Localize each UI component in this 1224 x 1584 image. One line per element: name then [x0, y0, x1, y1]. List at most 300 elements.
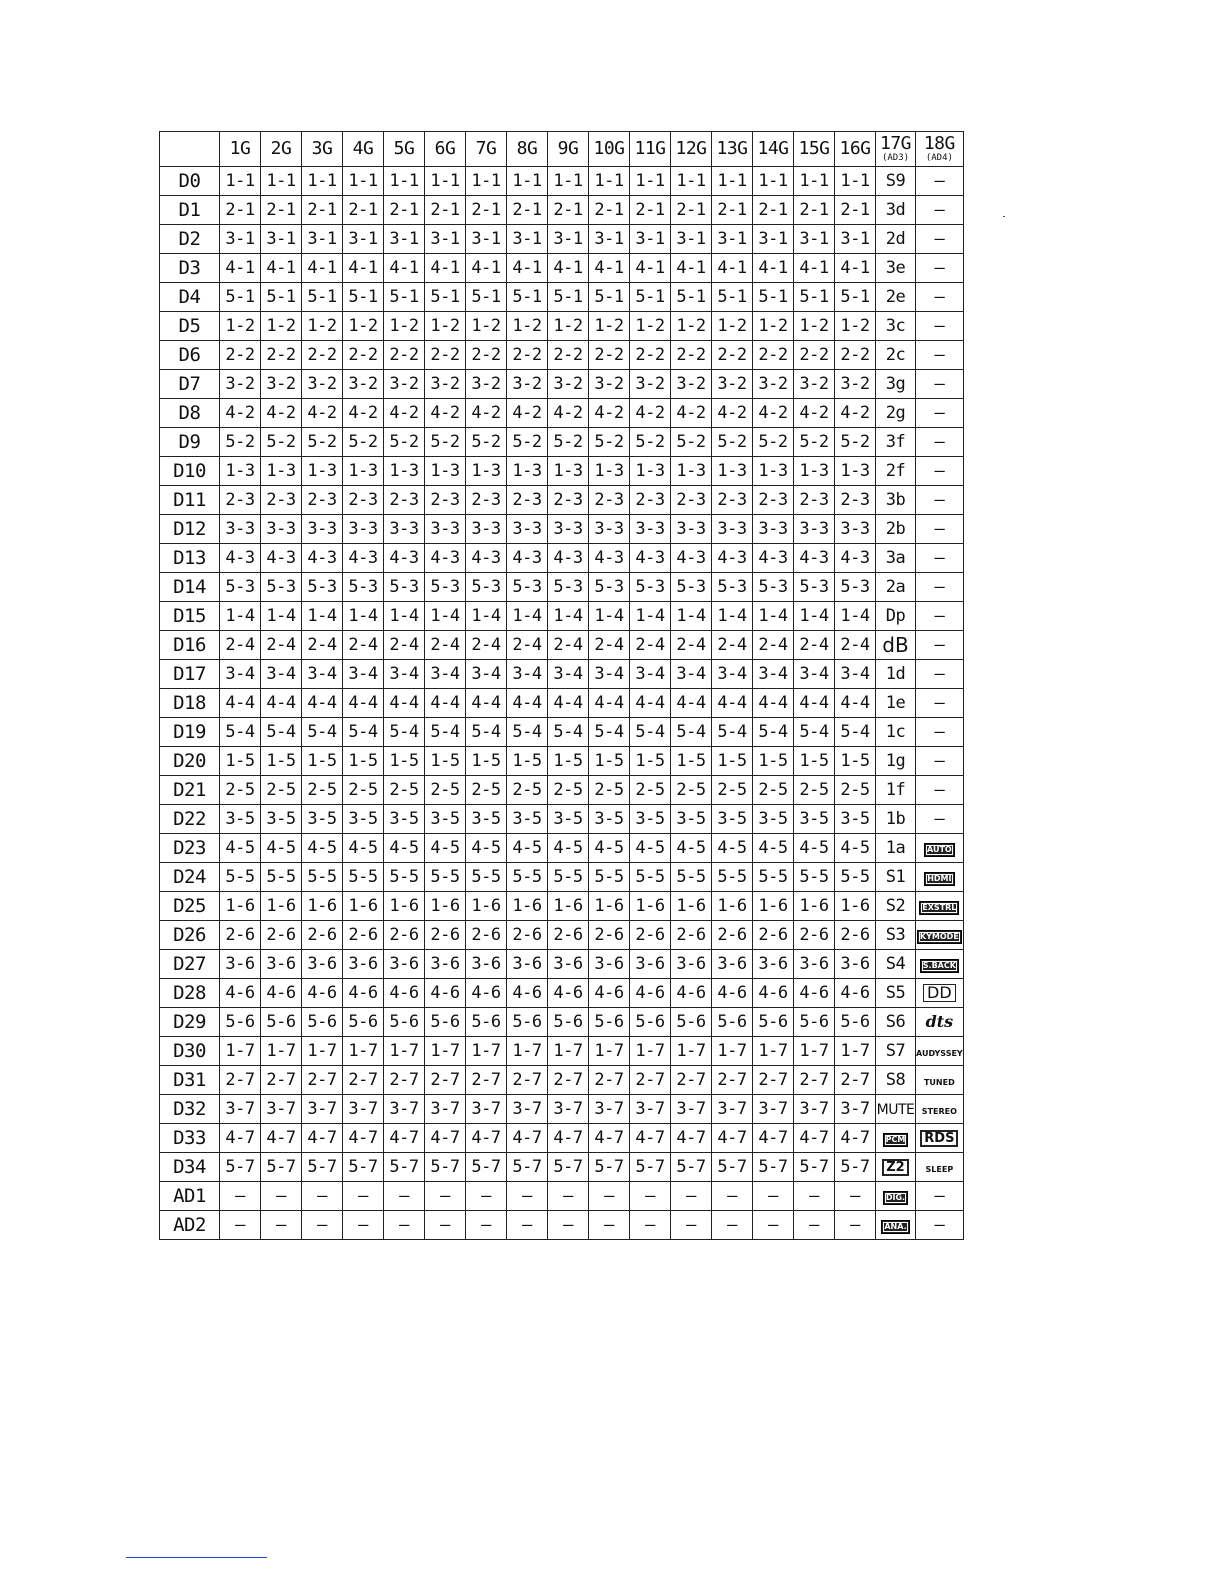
grid-cell: 1-2	[548, 312, 589, 341]
grid-cell: 5-6	[302, 1008, 343, 1037]
grid-cell: 5-1	[466, 283, 507, 312]
grid-cell: 5-5	[794, 863, 835, 892]
indicator-dts-icon: dts	[925, 1011, 954, 1031]
table-row	[160, 283, 964, 312]
grid-cell: 5-6	[589, 1008, 630, 1037]
grid-cell: 5-3	[630, 573, 671, 602]
table-row	[160, 1008, 964, 1037]
grid-cell: 4-2	[384, 399, 425, 428]
grid-cell: 3-2	[220, 370, 261, 399]
grid-cell: 3-4	[466, 660, 507, 689]
grid-cell: 5-7	[589, 1153, 630, 1182]
grid-cell: 3-4	[589, 660, 630, 689]
grid-cell: 3-3	[261, 515, 302, 544]
row-label: D3	[160, 254, 220, 283]
grid-cell: 5-7	[794, 1153, 835, 1182]
grid-cell: 5-2	[794, 428, 835, 457]
column-header: 12G	[671, 132, 712, 167]
col18-cell: –	[916, 718, 964, 747]
grid-cell: 3-2	[548, 370, 589, 399]
col17-cell: 1d	[876, 660, 916, 689]
grid-cell: 2-7	[712, 1066, 753, 1095]
grid-cell: 5-1	[794, 283, 835, 312]
grid-cell: 3-1	[835, 225, 876, 254]
grid-cell: 4-3	[835, 544, 876, 573]
table-row	[160, 892, 964, 921]
grid-cell: 1-4	[630, 602, 671, 631]
column-header: 2G	[261, 132, 302, 167]
grid-cell: 1-7	[548, 1037, 589, 1066]
table-row	[160, 457, 964, 486]
grid-cell: 2-1	[630, 196, 671, 225]
grid-cell: 1-2	[835, 312, 876, 341]
grid-cell: 4-1	[220, 254, 261, 283]
grid-cell: 1-1	[302, 167, 343, 196]
grid-cell: 3-3	[466, 515, 507, 544]
grid-cell: 3-2	[589, 370, 630, 399]
grid-cell: 5-5	[589, 863, 630, 892]
grid-cell: 2-3	[630, 486, 671, 515]
column-header: 11G	[630, 132, 671, 167]
grid-cell: 4-1	[343, 254, 384, 283]
grid-cell: 3-2	[671, 370, 712, 399]
grid-cell: 4-6	[671, 979, 712, 1008]
grid-cell: –	[548, 1211, 589, 1240]
grid-cell: 4-2	[343, 399, 384, 428]
grid-cell: 5-3	[425, 573, 466, 602]
grid-cell: 4-3	[753, 544, 794, 573]
grid-cell: 4-3	[466, 544, 507, 573]
grid-cell: 4-3	[507, 544, 548, 573]
grid-cell: 3-1	[589, 225, 630, 254]
grid-cell: 4-4	[507, 689, 548, 718]
grid-cell: 1-2	[507, 312, 548, 341]
grid-cell: –	[630, 1182, 671, 1211]
grid-cell: 5-2	[507, 428, 548, 457]
grid-cell: 3-3	[794, 515, 835, 544]
grid-cell: 4-6	[548, 979, 589, 1008]
row-label: D14	[160, 573, 220, 602]
grid-cell: 4-7	[712, 1124, 753, 1153]
grid-cell: 5-7	[671, 1153, 712, 1182]
grid-cell: 3-1	[384, 225, 425, 254]
col18-cell: –	[916, 370, 964, 399]
grid-cell: 5-2	[835, 428, 876, 457]
grid-cell: 1-6	[343, 892, 384, 921]
grid-cell: 2-6	[712, 921, 753, 950]
grid-cell: 1-5	[343, 747, 384, 776]
indicator-exstrl-icon: EXSTRL	[919, 901, 959, 915]
grid-cell: 3-4	[671, 660, 712, 689]
grid-cell: 4-3	[343, 544, 384, 573]
grid-cell: 1-4	[302, 602, 343, 631]
grid-cell: 4-5	[548, 834, 589, 863]
grid-cell: 1-4	[507, 602, 548, 631]
grid-cell: 4-7	[794, 1124, 835, 1153]
grid-cell: 1-7	[507, 1037, 548, 1066]
column-header-sub: (AD3)	[881, 153, 910, 163]
grid-cell: 2-2	[548, 341, 589, 370]
row-label: D24	[160, 863, 220, 892]
column-header: 5G	[384, 132, 425, 167]
grid-cell: 4-2	[261, 399, 302, 428]
col17-cell: S6	[876, 1008, 916, 1037]
row-label: D34	[160, 1153, 220, 1182]
grid-cell: 2-4	[425, 631, 466, 660]
row-label: D8	[160, 399, 220, 428]
grid-cell: 2-4	[589, 631, 630, 660]
grid-cell: 1-5	[302, 747, 343, 776]
grid-cell: 2-2	[220, 341, 261, 370]
grid-cell: 4-2	[712, 399, 753, 428]
row-label: D1	[160, 196, 220, 225]
column-header-label: 18G	[923, 133, 955, 154]
indicator-db-icon: dB	[882, 632, 909, 657]
grid-cell: 3-6	[548, 950, 589, 979]
indicator-pcm-icon: PCM	[883, 1133, 909, 1147]
grid-cell: 1-3	[343, 457, 384, 486]
grid-cell: 4-4	[589, 689, 630, 718]
table-row	[160, 660, 964, 689]
table-row	[160, 921, 964, 950]
grid-cell: 3-3	[548, 515, 589, 544]
grid-cell: 4-5	[343, 834, 384, 863]
col17-cell: 3f	[876, 428, 916, 457]
grid-cell: 3-1	[630, 225, 671, 254]
grid-cell: 5-6	[753, 1008, 794, 1037]
grid-cell: 1-6	[712, 892, 753, 921]
grid-cell: 4-7	[753, 1124, 794, 1153]
grid-cell: 4-2	[466, 399, 507, 428]
grid-cell: 4-2	[425, 399, 466, 428]
grid-cell: 5-5	[220, 863, 261, 892]
grid-cell: 2-3	[548, 486, 589, 515]
grid-cell: 2-6	[343, 921, 384, 950]
grid-cell: 1-3	[466, 457, 507, 486]
col18-cell	[916, 979, 964, 1008]
grid-cell: 5-4	[384, 718, 425, 747]
grid-cell: 5-5	[343, 863, 384, 892]
table-row	[160, 1066, 964, 1095]
grid-cell: 5-5	[302, 863, 343, 892]
col17-cell: S2	[876, 892, 916, 921]
grid-cell: 5-6	[507, 1008, 548, 1037]
grid-cell: 4-4	[425, 689, 466, 718]
grid-cell: 1-3	[261, 457, 302, 486]
grid-cell: 4-5	[220, 834, 261, 863]
grid-cell: 5-6	[261, 1008, 302, 1037]
grid-cell: 2-5	[384, 776, 425, 805]
grid-cell: 1-3	[507, 457, 548, 486]
grid-cell: 5-1	[589, 283, 630, 312]
grid-cell: 5-4	[261, 718, 302, 747]
grid-cell: 2-6	[261, 921, 302, 950]
grid-cell: 2-6	[753, 921, 794, 950]
grid-cell: 3-4	[835, 660, 876, 689]
grid-cell: 2-7	[220, 1066, 261, 1095]
grid-cell: 3-2	[507, 370, 548, 399]
row-label: D4	[160, 283, 220, 312]
grid-cell: 4-5	[466, 834, 507, 863]
table-row	[160, 805, 964, 834]
row-label: D17	[160, 660, 220, 689]
grid-cell: 5-4	[712, 718, 753, 747]
grid-cell: 2-3	[753, 486, 794, 515]
grid-cell: 4-5	[589, 834, 630, 863]
grid-cell: 5-7	[466, 1153, 507, 1182]
grid-cell: 4-5	[712, 834, 753, 863]
grid-cell: 5-5	[753, 863, 794, 892]
grid-cell: 2-4	[794, 631, 835, 660]
col18-cell	[916, 863, 964, 892]
grid-cell: 3-5	[630, 805, 671, 834]
col18-cell: –	[916, 689, 964, 718]
indicator-dig--icon: DIG.	[883, 1191, 908, 1205]
grid-cell: 2-3	[343, 486, 384, 515]
col17-cell: S4	[876, 950, 916, 979]
grid-cell: –	[425, 1182, 466, 1211]
grid-cell: –	[343, 1211, 384, 1240]
grid-cell: –	[712, 1211, 753, 1240]
grid-cell: 4-7	[425, 1124, 466, 1153]
grid-cell: 3-7	[302, 1095, 343, 1124]
grid-cell: 3-1	[261, 225, 302, 254]
grid-cell: 4-7	[261, 1124, 302, 1153]
grid-cell: 2-3	[302, 486, 343, 515]
grid-cell: 1-3	[671, 457, 712, 486]
grid-cell: 5-1	[835, 283, 876, 312]
grid-cell: –	[589, 1211, 630, 1240]
grid-cell: 3-5	[794, 805, 835, 834]
grid-cell: 1-3	[384, 457, 425, 486]
grid-cell: 3-6	[712, 950, 753, 979]
grid-cell: 2-5	[671, 776, 712, 805]
grid-cell: 1-1	[261, 167, 302, 196]
grid-cell: 3-6	[384, 950, 425, 979]
col18-cell: –	[916, 573, 964, 602]
grid-cell: 2-1	[589, 196, 630, 225]
table-row	[160, 631, 964, 660]
row-label: D19	[160, 718, 220, 747]
grid-cell: 2-4	[548, 631, 589, 660]
grid-cell: 2-5	[466, 776, 507, 805]
col17-cell: 3e	[876, 254, 916, 283]
grid-cell: 3-5	[835, 805, 876, 834]
grid-cell: 3-3	[425, 515, 466, 544]
grid-cell: 3-4	[548, 660, 589, 689]
row-label: D18	[160, 689, 220, 718]
grid-cell: 3-7	[507, 1095, 548, 1124]
grid-cell: 3-7	[589, 1095, 630, 1124]
col17-cell: 3b	[876, 486, 916, 515]
grid-cell: 4-5	[671, 834, 712, 863]
grid-cell: 5-4	[794, 718, 835, 747]
grid-cell: 2-5	[589, 776, 630, 805]
grid-cell: 1-4	[384, 602, 425, 631]
grid-cell: 2-6	[507, 921, 548, 950]
grid-cell: 4-1	[507, 254, 548, 283]
grid-cell: 5-2	[671, 428, 712, 457]
grid-cell: 5-7	[261, 1153, 302, 1182]
grid-cell: 2-4	[671, 631, 712, 660]
grid-cell: 3-7	[425, 1095, 466, 1124]
row-label: D0	[160, 167, 220, 196]
grid-cell: 2-7	[261, 1066, 302, 1095]
grid-cell: 5-6	[220, 1008, 261, 1037]
grid-cell: 2-6	[302, 921, 343, 950]
grid-cell: 5-6	[712, 1008, 753, 1037]
grid-cell: 5-3	[548, 573, 589, 602]
grid-cell: 3-6	[589, 950, 630, 979]
grid-cell: 5-1	[343, 283, 384, 312]
grid-cell: 1-2	[671, 312, 712, 341]
grid-cell: 2-5	[712, 776, 753, 805]
row-label: D30	[160, 1037, 220, 1066]
grid-cell: 1-2	[753, 312, 794, 341]
grid-cell: 1-6	[261, 892, 302, 921]
grid-cell: 3-5	[302, 805, 343, 834]
grid-cell: 4-5	[507, 834, 548, 863]
grid-cell: 4-1	[548, 254, 589, 283]
table-row	[160, 689, 964, 718]
grid-cell: 3-7	[794, 1095, 835, 1124]
grid-cell: 4-3	[712, 544, 753, 573]
grid-cell: 1-5	[466, 747, 507, 776]
grid-cell: 2-3	[384, 486, 425, 515]
grid-cell: 1-6	[671, 892, 712, 921]
grid-cell: 1-7	[220, 1037, 261, 1066]
grid-cell: 3-6	[261, 950, 302, 979]
row-label: D5	[160, 312, 220, 341]
grid-cell: 5-7	[630, 1153, 671, 1182]
column-header: 13G	[712, 132, 753, 167]
grid-cell: 2-4	[835, 631, 876, 660]
row-label: D26	[160, 921, 220, 950]
grid-cell: 5-3	[794, 573, 835, 602]
indicator-dd-icon: DD	[923, 984, 956, 1002]
grid-cell: 3-2	[302, 370, 343, 399]
table-row	[160, 544, 964, 573]
grid-cell: 1-6	[630, 892, 671, 921]
col18-cell: –	[916, 602, 964, 631]
grid-cell: 4-1	[753, 254, 794, 283]
col18-cell: –	[916, 515, 964, 544]
column-header: 16G	[835, 132, 876, 167]
grid-cell: 1-7	[794, 1037, 835, 1066]
table-row	[160, 254, 964, 283]
grid-cell: 4-1	[384, 254, 425, 283]
grid-cell: 1-4	[261, 602, 302, 631]
grid-cell: 5-4	[589, 718, 630, 747]
row-label: D16	[160, 631, 220, 660]
grid-cell: 2-1	[384, 196, 425, 225]
grid-cell: 3-1	[671, 225, 712, 254]
grid-cell: 5-2	[384, 428, 425, 457]
grid-cell: –	[261, 1182, 302, 1211]
grid-cell: 1-4	[425, 602, 466, 631]
grid-cell: 1-5	[589, 747, 630, 776]
grid-cell: 2-1	[835, 196, 876, 225]
row-label: D23	[160, 834, 220, 863]
column-header: 9G	[548, 132, 589, 167]
grid-cell: 4-3	[589, 544, 630, 573]
col18-cell: –	[916, 225, 964, 254]
grid-cell: 4-7	[671, 1124, 712, 1153]
column-header: 6G	[425, 132, 466, 167]
col17-cell	[876, 631, 916, 660]
grid-cell: 4-7	[548, 1124, 589, 1153]
row-label: AD2	[160, 1211, 220, 1240]
grid-cell: 2-2	[507, 341, 548, 370]
grid-cell: 5-7	[343, 1153, 384, 1182]
grid-cell: 1-4	[794, 602, 835, 631]
grid-cell: 2-2	[753, 341, 794, 370]
grid-cell: 5-6	[548, 1008, 589, 1037]
row-label: D9	[160, 428, 220, 457]
grid-cell: 3-6	[343, 950, 384, 979]
grid-cell: 4-2	[794, 399, 835, 428]
grid-cell: 5-6	[343, 1008, 384, 1037]
column-header	[876, 132, 916, 167]
grid-cell: 1-1	[548, 167, 589, 196]
col18-cell: –	[916, 196, 964, 225]
grid-cell: 4-1	[261, 254, 302, 283]
grid-cell: 1-2	[794, 312, 835, 341]
grid-cell: 1-5	[548, 747, 589, 776]
grid-cell: 2-3	[507, 486, 548, 515]
grid-cell: 3-1	[507, 225, 548, 254]
grid-cell: 3-5	[753, 805, 794, 834]
grid-cell: 3-2	[794, 370, 835, 399]
grid-cell: 1-1	[671, 167, 712, 196]
grid-cell: 2-4	[712, 631, 753, 660]
col17-cell: 3d	[876, 196, 916, 225]
grid-cell: 3-5	[548, 805, 589, 834]
grid-cell: 5-6	[466, 1008, 507, 1037]
grid-cell: 5-1	[712, 283, 753, 312]
grid-cell: 1-7	[302, 1037, 343, 1066]
col18-cell: –	[916, 544, 964, 573]
grid-cell: 3-1	[425, 225, 466, 254]
grid-cell: 5-4	[753, 718, 794, 747]
grid-cell: 2-2	[466, 341, 507, 370]
grid-cell: 1-1	[753, 167, 794, 196]
grid-cell: 1-1	[794, 167, 835, 196]
table-row	[160, 167, 964, 196]
col18-cell: –	[916, 747, 964, 776]
grid-cell: 5-3	[835, 573, 876, 602]
grid-cell: 2-7	[425, 1066, 466, 1095]
grid-cell: 1-2	[302, 312, 343, 341]
grid-cell: 4-4	[466, 689, 507, 718]
grid-cell: 1-7	[466, 1037, 507, 1066]
col17-cell: S7	[876, 1037, 916, 1066]
row-label: D32	[160, 1095, 220, 1124]
table-row	[160, 747, 964, 776]
grid-cell: 2-7	[835, 1066, 876, 1095]
table-row	[160, 1037, 964, 1066]
grid-cell: 4-4	[261, 689, 302, 718]
grid-cell: 3-4	[712, 660, 753, 689]
grid-cell: –	[384, 1182, 425, 1211]
grid-cell: 1-3	[589, 457, 630, 486]
grid-cell: 4-5	[794, 834, 835, 863]
col18-cell: –	[916, 776, 964, 805]
grid-cell: 4-7	[835, 1124, 876, 1153]
grid-cell: –	[548, 1182, 589, 1211]
grid-cell: –	[507, 1182, 548, 1211]
grid-cell: 5-4	[466, 718, 507, 747]
